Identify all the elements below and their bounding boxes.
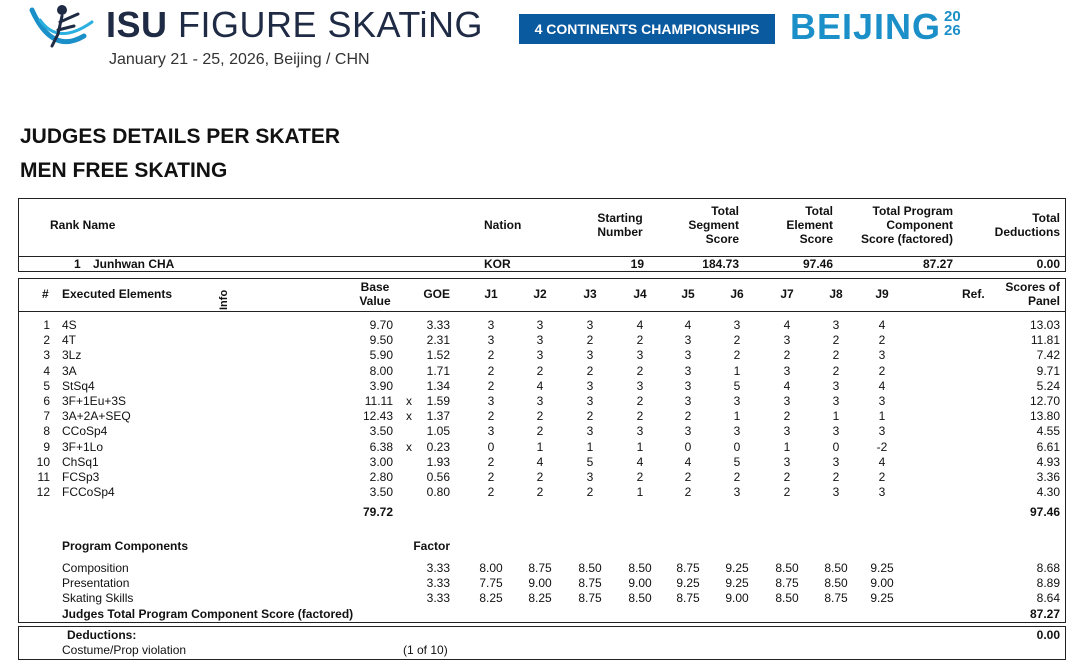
element-panel-score: 4.93 <box>1036 455 1060 469</box>
element-judge-score: 1 <box>733 364 741 378</box>
component-judge-score: 8.75 <box>578 576 602 590</box>
element-goe: 1.59 <box>426 394 450 408</box>
element-judge-score: 1 <box>636 485 644 499</box>
element-judge-score: 3 <box>783 424 791 438</box>
element-bonus-mark: x <box>406 394 412 408</box>
judge-header-4: J4 <box>633 287 647 301</box>
panel-l1: Scores of <box>1005 280 1060 294</box>
component-name: Presentation <box>62 576 130 590</box>
element-goe: 1.05 <box>426 424 450 438</box>
element-number: 3 <box>43 348 50 362</box>
element-base-value: 9.70 <box>369 318 393 332</box>
element-code: 3F+1Eu+3S <box>62 394 127 408</box>
element-panel-score: 13.80 <box>1029 409 1060 423</box>
element-judge-score: 3 <box>832 379 840 393</box>
component-score: 8.68 <box>1036 561 1060 575</box>
judge-header-8: J8 <box>829 287 843 301</box>
element-judge-score: 1 <box>832 409 840 423</box>
tss-l3: Score <box>705 232 739 246</box>
figure-skating-text: FIGURE SKATiNG <box>178 4 484 45</box>
element-judge-score: 2 <box>636 409 644 423</box>
element-judge-score: 1 <box>536 440 544 454</box>
element-judge-score: 2 <box>487 470 495 484</box>
element-judge-score: 3 <box>684 348 692 362</box>
event-dates: January 21 - 25, 2026, Beijing / CHN <box>109 51 370 68</box>
starting-l1: Starting <box>597 211 643 225</box>
element-judge-score: 3 <box>878 485 886 499</box>
element-judge-score: 2 <box>586 485 594 499</box>
component-name: Composition <box>62 561 129 575</box>
component-judge-score: 8.25 <box>479 591 503 605</box>
element-judge-score: 3 <box>733 485 741 499</box>
starting-l2: Number <box>597 225 643 239</box>
element-judge-score: 3 <box>536 394 544 408</box>
isu-logo-text <box>106 4 483 46</box>
tes-l2: Element <box>786 218 833 232</box>
element-panel-score: 3.36 <box>1036 470 1060 484</box>
col-base-header <box>350 280 400 308</box>
component-judge-score: 9.25 <box>676 576 700 590</box>
component-factor: 3.33 <box>426 561 450 575</box>
tss-l1: Total <box>711 204 739 218</box>
element-judge-score: 3 <box>684 364 692 378</box>
pcs-total-label: Judges Total Program Component Score (factored) <box>62 607 354 621</box>
nation-header: Nation <box>484 218 522 232</box>
col-ref-header: Ref. <box>962 287 985 301</box>
element-base-value: 3.00 <box>369 455 393 469</box>
element-judge-score: 2 <box>536 409 544 423</box>
element-judge-score: 3 <box>832 455 840 469</box>
element-judge-score: 2 <box>684 470 692 484</box>
skater-rank: 1 <box>74 257 81 271</box>
element-judge-score: 0 <box>733 440 741 454</box>
element-judge-score: 3 <box>586 318 594 332</box>
element-base-value: 3.90 <box>369 379 393 393</box>
judge-header-3: J3 <box>583 287 597 301</box>
element-judge-score: 1 <box>878 409 886 423</box>
element-judge-score: 3 <box>878 394 886 408</box>
element-goe: 0.23 <box>426 440 450 454</box>
ded-l1: Total <box>1032 211 1060 225</box>
element-base-value: 3.50 <box>369 485 393 499</box>
element-judge-score: 3 <box>832 394 840 408</box>
element-judge-score: 2 <box>586 333 594 347</box>
component-judge-score: 8.25 <box>528 591 552 605</box>
element-code: 4T <box>62 333 77 347</box>
element-number: 7 <box>43 409 50 423</box>
element-panel-score: 13.03 <box>1029 318 1060 332</box>
element-judge-score: 2 <box>733 348 741 362</box>
element-base-value: 8.00 <box>369 364 393 378</box>
component-judge-score: 8.75 <box>528 561 552 575</box>
judge-header-9: J9 <box>875 287 889 301</box>
element-judge-score: 4 <box>536 455 544 469</box>
component-judge-score: 8.75 <box>775 576 799 590</box>
element-judge-score: 3 <box>684 379 692 393</box>
element-judge-score: 3 <box>536 348 544 362</box>
skater-tes: 97.46 <box>802 257 833 271</box>
element-code: 3Lz <box>62 348 82 362</box>
element-panel-score: 4.55 <box>1036 424 1060 438</box>
element-code: CCoSp4 <box>62 424 108 438</box>
tes-l1: Total <box>805 204 833 218</box>
component-judge-score: 8.50 <box>628 561 652 575</box>
element-judge-score: 2 <box>636 333 644 347</box>
page-title: JUDGES DETAILS PER SKATER <box>20 125 341 148</box>
element-judge-score: 4 <box>878 455 886 469</box>
element-judge-score: 3 <box>783 394 791 408</box>
component-judge-score: 8.75 <box>676 561 700 575</box>
element-judge-score: 3 <box>586 379 594 393</box>
element-judge-score: 2 <box>832 470 840 484</box>
element-code: 3A+2A+SEQ <box>62 409 131 423</box>
element-code: FCCoSp4 <box>62 485 115 499</box>
element-judge-score: 2 <box>783 485 791 499</box>
component-factor: 3.33 <box>426 591 450 605</box>
skater-tss: 184.73 <box>702 257 739 271</box>
element-goe: 1.93 <box>426 455 450 469</box>
element-panel-score: 5.24 <box>1036 379 1060 393</box>
element-judge-score: 3 <box>586 470 594 484</box>
element-judge-score: 5 <box>733 455 741 469</box>
pcs-header <box>840 204 953 246</box>
element-judge-score: 1 <box>586 440 594 454</box>
element-judge-score: 3 <box>636 379 644 393</box>
element-judge-score: 2 <box>783 348 791 362</box>
component-judge-score: 9.00 <box>725 591 749 605</box>
element-judge-score: 3 <box>586 348 594 362</box>
element-judge-score: 3 <box>783 455 791 469</box>
element-base-value: 2.80 <box>369 470 393 484</box>
element-judge-score: 3 <box>733 318 741 332</box>
event-year <box>944 10 970 38</box>
element-judge-score: 0 <box>832 440 840 454</box>
element-judge-score: 3 <box>684 333 692 347</box>
judge-header-1: J1 <box>484 287 498 301</box>
elements-score-total: 97.46 <box>1029 505 1060 519</box>
col-panel-header <box>990 280 1060 308</box>
base-l1: Base <box>360 280 390 294</box>
element-code: 4S <box>62 318 77 332</box>
element-judge-score: 3 <box>733 394 741 408</box>
element-judge-score: 2 <box>783 470 791 484</box>
pcs-l3: Score (factored) <box>860 232 953 246</box>
element-judge-score: 2 <box>636 364 644 378</box>
element-judge-score: 2 <box>487 485 495 499</box>
element-judge-score: 0 <box>487 440 495 454</box>
element-panel-score: 11.81 <box>1030 333 1060 347</box>
component-judge-score: 8.50 <box>824 576 848 590</box>
element-judge-score: 3 <box>536 318 544 332</box>
pcs-l2: Component <box>886 218 953 232</box>
isu-bold: ISU <box>106 4 168 45</box>
col-goe-header: GOE <box>423 287 450 301</box>
element-judge-score: 1 <box>733 409 741 423</box>
element-judge-score: 2 <box>636 470 644 484</box>
info-label: Info <box>218 289 230 310</box>
element-number: 12 <box>36 485 50 499</box>
element-judge-score: 2 <box>733 470 741 484</box>
element-judge-score: 2 <box>832 364 840 378</box>
component-judge-score: 9.00 <box>528 576 552 590</box>
base-value-total: 79.72 <box>362 505 393 519</box>
base-l2: Value <box>359 294 391 308</box>
element-judge-score: 4 <box>684 455 692 469</box>
element-judge-score: 3 <box>586 424 594 438</box>
element-number: 1 <box>43 318 50 332</box>
element-code: FCSp3 <box>62 470 100 484</box>
element-judge-score: 3 <box>684 424 692 438</box>
element-goe: 0.80 <box>426 485 450 499</box>
deductions-label: Deductions: <box>67 628 137 642</box>
judge-header-6: J6 <box>730 287 744 301</box>
element-number: 2 <box>43 333 50 347</box>
element-judge-score: 2 <box>783 409 791 423</box>
element-judge-score: 3 <box>783 364 791 378</box>
element-base-value: 9.50 <box>369 333 393 347</box>
element-base-value: 5.90 <box>369 348 393 362</box>
segment-title: MEN FREE SKATING <box>20 159 228 182</box>
rank-name-header: Rank Name <box>50 218 116 232</box>
element-judge-score: 3 <box>878 424 886 438</box>
element-panel-score: 6.61 <box>1036 440 1060 454</box>
element-judge-score: 4 <box>636 455 644 469</box>
col-num-header: # <box>42 287 49 301</box>
component-judge-score: 7.75 <box>479 576 503 590</box>
tes-header <box>760 204 833 246</box>
element-goe: 1.52 <box>426 348 450 362</box>
component-judge-score: 9.25 <box>725 576 749 590</box>
element-judge-score: 3 <box>487 318 495 332</box>
element-base-value: 12.43 <box>362 409 393 423</box>
element-bonus-mark: x <box>406 409 412 423</box>
element-goe: 2.31 <box>426 333 450 347</box>
element-judge-score: 3 <box>487 394 495 408</box>
element-judge-score: 2 <box>536 424 544 438</box>
component-judge-score: 9.00 <box>628 576 652 590</box>
tss-header <box>660 204 739 246</box>
element-judge-score: 3 <box>733 424 741 438</box>
component-judge-score: 8.50 <box>775 561 799 575</box>
element-judge-score: 4 <box>783 379 791 393</box>
element-judge-score: 3 <box>586 394 594 408</box>
skater-logo-icon <box>22 0 106 58</box>
element-judge-score: 3 <box>636 424 644 438</box>
deductions-total: 0.00 <box>1036 628 1060 642</box>
skater-deductions: 0.00 <box>1036 257 1060 271</box>
element-goe: 1.37 <box>426 409 450 423</box>
element-judge-score: 4 <box>878 379 886 393</box>
element-judge-score: 3 <box>832 318 840 332</box>
component-judge-score: 9.25 <box>870 591 894 605</box>
judge-header-7: J7 <box>780 287 794 301</box>
component-judge-score: 8.00 <box>479 561 503 575</box>
element-judge-score: 3 <box>684 394 692 408</box>
element-number: 10 <box>36 455 50 469</box>
element-panel-score: 9.71 <box>1036 364 1060 378</box>
starting-number-header <box>580 211 660 239</box>
deductions-header <box>970 211 1060 239</box>
component-judge-score: 8.75 <box>578 591 602 605</box>
skater-pcs: 87.27 <box>922 257 953 271</box>
judge-header-5: J5 <box>681 287 695 301</box>
element-number: 4 <box>43 364 50 378</box>
element-judge-score: 2 <box>878 364 886 378</box>
element-code: 3F+1Lo <box>62 440 104 454</box>
panel-l2: Panel <box>1027 294 1060 308</box>
element-judge-score: 3 <box>832 424 840 438</box>
element-number: 5 <box>43 379 50 393</box>
element-judge-score: 2 <box>832 333 840 347</box>
event-banner: 4 CONTINENTS CHAMPIONSHIPS <box>519 14 775 44</box>
deduction-item: Costume/Prop violation <box>62 643 187 657</box>
element-goe: 1.34 <box>426 379 450 393</box>
element-judge-score: 4 <box>536 379 544 393</box>
element-judge-score: 3 <box>783 333 791 347</box>
host-city: BEIJING <box>790 6 942 47</box>
element-judge-score: -2 <box>876 440 888 454</box>
element-base-value: 3.50 <box>369 424 393 438</box>
element-judge-score: 2 <box>878 470 886 484</box>
component-name: Skating Skills <box>62 591 134 605</box>
element-judge-score: 2 <box>487 348 495 362</box>
element-judge-score: 2 <box>878 333 886 347</box>
component-score: 8.64 <box>1036 591 1060 605</box>
element-judge-score: 4 <box>636 318 644 332</box>
judge-header-2: J2 <box>533 287 547 301</box>
element-judge-score: 2 <box>536 470 544 484</box>
component-score: 8.89 <box>1036 576 1060 590</box>
element-judge-score: 2 <box>586 409 594 423</box>
element-judge-score: 0 <box>684 440 692 454</box>
element-base-value: 11.11 <box>364 394 393 408</box>
element-judge-score: 2 <box>733 333 741 347</box>
element-code: StSq4 <box>62 379 95 393</box>
element-base-value: 6.38 <box>369 440 393 454</box>
element-panel-score: 7.42 <box>1036 348 1060 362</box>
component-judge-score: 8.50 <box>628 591 652 605</box>
component-judge-score: 9.25 <box>725 561 749 575</box>
element-judge-score: 4 <box>783 318 791 332</box>
element-judge-score: 5 <box>733 379 741 393</box>
element-panel-score: 12.70 <box>1029 394 1060 408</box>
year-top: 20 <box>944 8 961 25</box>
deduction-note: (1 of 10) <box>403 643 448 657</box>
component-judge-score: 8.50 <box>824 561 848 575</box>
tes-l3: Score <box>799 232 833 246</box>
element-judge-score: 2 <box>586 364 594 378</box>
element-judge-score: 2 <box>832 348 840 362</box>
component-judge-score: 9.00 <box>870 576 894 590</box>
element-judge-score: 1 <box>636 440 644 454</box>
element-goe: 0.56 <box>426 470 450 484</box>
element-judge-score: 2 <box>536 364 544 378</box>
component-judge-score: 9.25 <box>870 561 894 575</box>
component-factor: 3.33 <box>426 576 450 590</box>
element-judge-score: 3 <box>636 348 644 362</box>
element-judge-score: 4 <box>878 318 886 332</box>
element-goe: 3.33 <box>426 318 450 332</box>
element-judge-score: 3 <box>832 485 840 499</box>
element-judge-score: 2 <box>636 394 644 408</box>
component-judge-score: 8.50 <box>578 561 602 575</box>
element-judge-score: 2 <box>684 485 692 499</box>
year-bottom: 26 <box>944 22 961 39</box>
skater-nation: KOR <box>484 257 511 271</box>
element-judge-score: 4 <box>684 318 692 332</box>
tss-l2: Segment <box>688 218 739 232</box>
element-number: 8 <box>43 424 50 438</box>
pcs-total-value: 87.27 <box>1029 607 1060 621</box>
element-number: 9 <box>43 440 50 454</box>
element-judge-score: 2 <box>487 379 495 393</box>
element-code: ChSq1 <box>62 455 99 469</box>
ded-l2: Deductions <box>994 225 1060 239</box>
element-judge-score: 3 <box>536 333 544 347</box>
element-judge-score: 2 <box>536 485 544 499</box>
element-panel-score: 4.30 <box>1036 485 1060 499</box>
col-executed-header: Executed Elements <box>62 287 173 301</box>
element-judge-score: 1 <box>783 440 791 454</box>
element-judge-score: 2 <box>684 409 692 423</box>
components-header: Program Components <box>62 539 189 553</box>
element-code: 3A <box>62 364 77 378</box>
element-number: 11 <box>37 470 50 484</box>
info-column-header <box>217 289 231 311</box>
element-judge-score: 2 <box>487 364 495 378</box>
element-number: 6 <box>43 394 50 408</box>
component-judge-score: 8.50 <box>775 591 799 605</box>
component-judge-score: 8.75 <box>824 591 848 605</box>
element-bonus-mark: x <box>406 440 412 454</box>
element-judge-score: 3 <box>878 348 886 362</box>
skater-name: Junhwan CHA <box>93 257 175 271</box>
element-judge-score: 2 <box>487 409 495 423</box>
skater-start: 19 <box>630 257 644 271</box>
element-judge-score: 3 <box>487 333 495 347</box>
pcs-l1: Total Program <box>872 204 953 218</box>
element-judge-score: 5 <box>586 455 594 469</box>
element-judge-score: 2 <box>487 455 495 469</box>
element-judge-score: 3 <box>487 424 495 438</box>
elements-header-divider <box>18 311 1066 312</box>
element-goe: 1.71 <box>426 364 450 378</box>
component-judge-score: 8.75 <box>676 591 700 605</box>
factor-header: Factor <box>413 539 450 553</box>
